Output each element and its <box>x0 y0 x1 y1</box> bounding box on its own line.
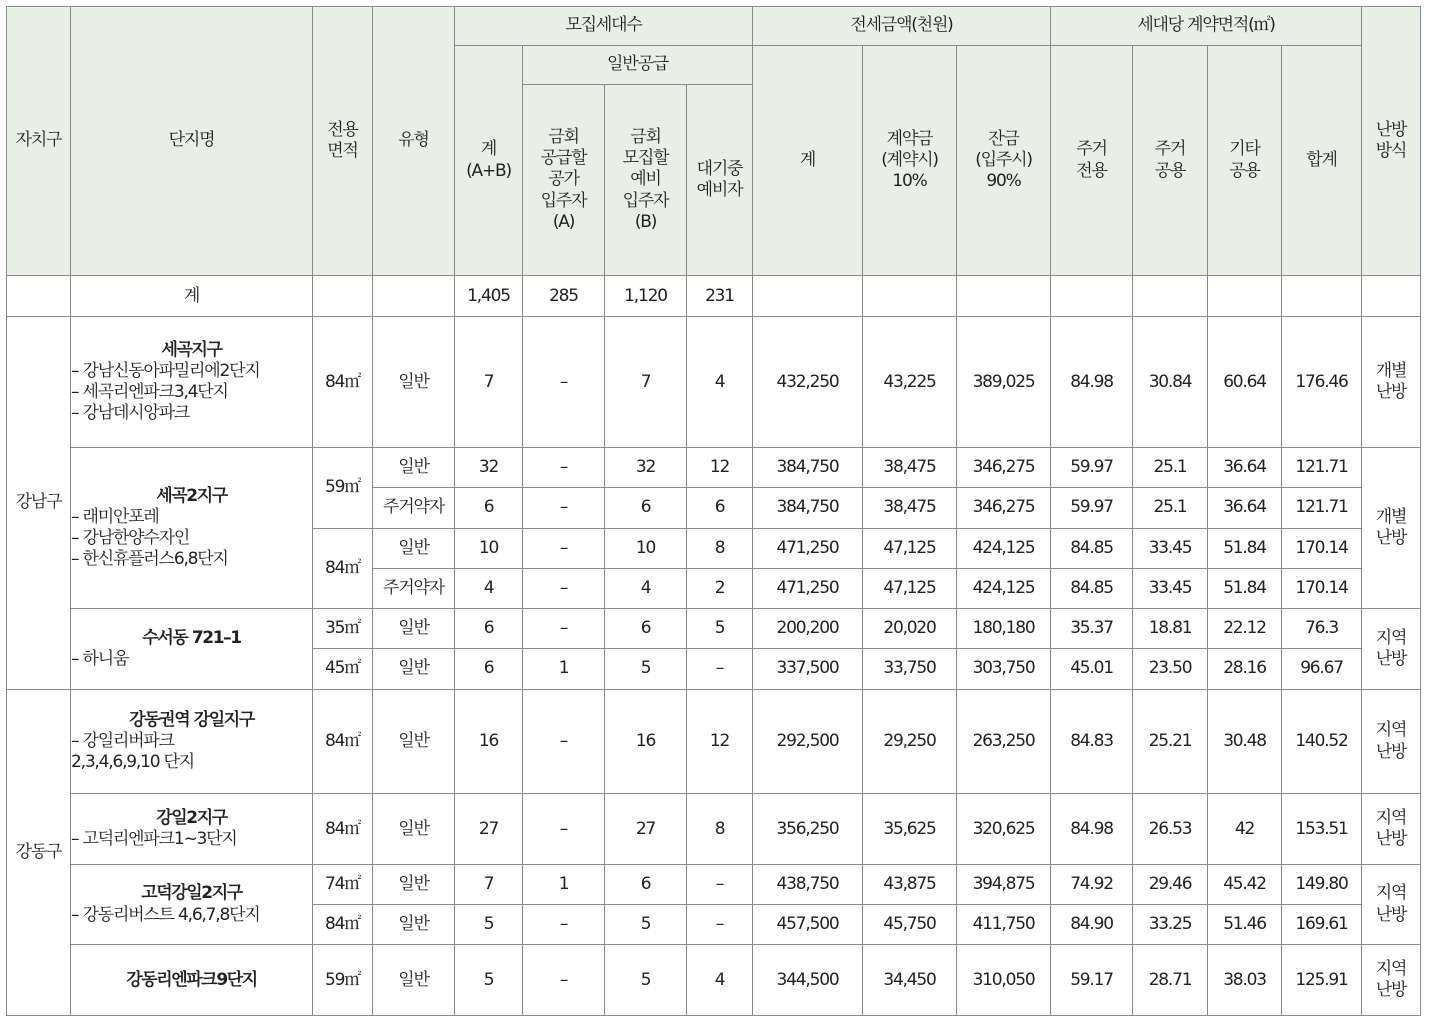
cell-area: 59㎡ <box>313 945 373 1016</box>
cell-other-common: 22.12 <box>1208 609 1282 649</box>
cell-waiting: 2 <box>687 568 753 608</box>
cell-waiting: 8 <box>687 794 753 864</box>
header-complex: 단지명 <box>71 7 313 276</box>
cell-reserve-b: 32 <box>605 448 687 488</box>
cell-res-exclusive: 35.37 <box>1051 609 1133 649</box>
cell-deposit: 337,500 <box>753 649 863 689</box>
total-empty-area <box>313 276 373 317</box>
district-gangdong: 강동구 <box>7 689 71 1015</box>
total-empty-c5 <box>1133 276 1208 317</box>
cell-area: 84㎡ <box>313 794 373 864</box>
cell-area: 59㎡ <box>313 448 373 529</box>
total-empty-c7 <box>1282 276 1362 317</box>
cell-res-common: 25.1 <box>1133 448 1208 488</box>
cell-deposit: 438,750 <box>753 864 863 904</box>
cell-reserve-b: 10 <box>605 528 687 568</box>
complex-godeok <box>71 864 313 945</box>
header-reserve-b: 금회 모집할 예비 입주자 (B) <box>605 85 687 276</box>
complex-subs: – 강일리버파크 2,3,4,6,9,10 단지 <box>71 730 194 773</box>
cell-res-common: 29.46 <box>1133 864 1208 904</box>
table-row <box>7 609 1421 649</box>
cell-heating: 개별 난방 <box>1362 317 1421 448</box>
cell-res-common: 18.81 <box>1133 609 1208 649</box>
cell-supply-a: – <box>523 317 605 448</box>
cell-balance: 394,875 <box>957 864 1051 904</box>
complex-segok <box>71 317 313 448</box>
cell-deposit: 471,250 <box>753 528 863 568</box>
cell-waiting: – <box>687 864 753 904</box>
complex-gangdongrien <box>71 945 313 1016</box>
cell-contract-fee: 20,020 <box>863 609 957 649</box>
header-recruit-total: 계 (A+B) <box>455 46 523 276</box>
cell-other-common: 36.64 <box>1208 488 1282 528</box>
cell-type: 일반 <box>373 794 455 864</box>
cell-other-common: 60.64 <box>1208 317 1282 448</box>
cell-heating: 개별 난방 <box>1362 448 1421 609</box>
header-waiting: 대기중 예비자 <box>687 85 753 276</box>
table-row <box>7 945 1421 1016</box>
header-contract-area: 세대당 계약면적(㎡) <box>1051 7 1362 46</box>
complex-subs: – 하니움 <box>71 648 129 669</box>
cell-waiting: 6 <box>687 488 753 528</box>
cell-area-sum: 170.14 <box>1282 528 1362 568</box>
cell-contract-fee: 35,625 <box>863 794 957 864</box>
cell-res-exclusive: 59.97 <box>1051 488 1133 528</box>
cell-type: 일반 <box>373 448 455 488</box>
table-row <box>7 689 1421 794</box>
complex-subs: – 고덕리엔파크1~3단지 <box>71 829 237 850</box>
cell-reserve-b: 5 <box>605 649 687 689</box>
header-other-common: 기타 공용 <box>1208 46 1282 276</box>
cell-recruit: 16 <box>455 689 523 794</box>
cell-type: 일반 <box>373 945 455 1016</box>
cell-res-exclusive: 59.97 <box>1051 448 1133 488</box>
cell-balance: 411,750 <box>957 905 1051 945</box>
cell-waiting: 4 <box>687 317 753 448</box>
cell-contract-fee: 29,250 <box>863 689 957 794</box>
cell-supply-a: – <box>523 488 605 528</box>
cell-area: 84㎡ <box>313 905 373 945</box>
cell-balance: 320,625 <box>957 794 1051 864</box>
cell-deposit: 457,500 <box>753 905 863 945</box>
complex-suseo <box>71 609 313 690</box>
complex-gangil2 <box>71 794 313 864</box>
cell-other-common: 38.03 <box>1208 945 1282 1016</box>
total-empty-c2 <box>863 276 957 317</box>
table-row-total <box>7 276 1421 317</box>
district-gangnam: 강남구 <box>7 317 71 689</box>
cell-supply-a: 1 <box>523 649 605 689</box>
complex-title: 세곡2지구 <box>156 485 227 506</box>
cell-recruit: 32 <box>455 448 523 488</box>
complex-title: 세곡지구 <box>161 339 222 360</box>
cell-supply-a: – <box>523 905 605 945</box>
cell-supply-a: – <box>523 794 605 864</box>
cell-balance: 389,025 <box>957 317 1051 448</box>
cell-area-sum: 140.52 <box>1282 689 1362 794</box>
cell-res-exclusive: 84.83 <box>1051 689 1133 794</box>
cell-balance: 346,275 <box>957 448 1051 488</box>
cell-other-common: 28.16 <box>1208 649 1282 689</box>
complex-title: 강일2지구 <box>156 807 227 828</box>
cell-reserve-b: 27 <box>605 794 687 864</box>
cell-recruit: 5 <box>455 945 523 1016</box>
cell-area-sum: 76.3 <box>1282 609 1362 649</box>
cell-recruit: 10 <box>455 528 523 568</box>
cell-contract-fee: 34,450 <box>863 945 957 1016</box>
cell-contract-fee: 43,225 <box>863 317 957 448</box>
cell-supply-a: – <box>523 448 605 488</box>
cell-type: 일반 <box>373 689 455 794</box>
cell-supply-a: 1 <box>523 864 605 904</box>
cell-other-common: 51.84 <box>1208 528 1282 568</box>
table-row <box>7 794 1421 864</box>
total-empty-c6 <box>1208 276 1282 317</box>
cell-waiting: 12 <box>687 689 753 794</box>
rental-supply-table <box>6 6 1421 1016</box>
cell-deposit: 384,750 <box>753 488 863 528</box>
cell-deposit: 344,500 <box>753 945 863 1016</box>
cell-res-common: 33.45 <box>1133 568 1208 608</box>
cell-res-common: 23.50 <box>1133 649 1208 689</box>
cell-heating: 지역 난방 <box>1362 864 1421 945</box>
complex-subs: – 강동리버스트 4,6,7,8단지 <box>71 904 260 925</box>
cell-heating: 지역 난방 <box>1362 945 1421 1016</box>
cell-recruit: 5 <box>455 905 523 945</box>
cell-balance: 180,180 <box>957 609 1051 649</box>
total-empty-c1 <box>753 276 863 317</box>
cell-area-sum: 149.80 <box>1282 864 1362 904</box>
cell-waiting: 12 <box>687 448 753 488</box>
cell-reserve-b: 6 <box>605 488 687 528</box>
complex-subs: – 래미안포레 – 강남한양수자인 – 한신휴플러스6,8단지 <box>71 506 228 570</box>
cell-balance: 424,125 <box>957 568 1051 608</box>
total-reserve-b: 1,120 <box>605 276 687 317</box>
cell-contract-fee: 47,125 <box>863 568 957 608</box>
header-heating: 난방 방식 <box>1362 7 1421 276</box>
cell-res-exclusive: 84.90 <box>1051 905 1133 945</box>
cell-area-sum: 176.46 <box>1282 317 1362 448</box>
complex-segok2 <box>71 448 313 609</box>
cell-res-common: 25.1 <box>1133 488 1208 528</box>
complex-title: 고덕강일2지구 <box>141 883 242 904</box>
header-type: 유형 <box>373 7 455 276</box>
total-supply-a: 285 <box>523 276 605 317</box>
cell-other-common: 42 <box>1208 794 1282 864</box>
table-row <box>7 317 1421 448</box>
cell-heating: 지역 난방 <box>1362 794 1421 864</box>
cell-res-common: 30.84 <box>1133 317 1208 448</box>
cell-area-sum: 121.71 <box>1282 488 1362 528</box>
cell-supply-a: – <box>523 609 605 649</box>
header-res-common: 주거 공용 <box>1133 46 1208 276</box>
cell-deposit: 356,250 <box>753 794 863 864</box>
cell-type: 일반 <box>373 317 455 448</box>
cell-other-common: 30.48 <box>1208 689 1282 794</box>
complex-gangil <box>71 689 313 794</box>
total-empty-district <box>7 276 71 317</box>
cell-area-sum: 121.71 <box>1282 448 1362 488</box>
cell-contract-fee: 47,125 <box>863 528 957 568</box>
cell-res-common: 28.71 <box>1133 945 1208 1016</box>
total-waiting: 231 <box>687 276 753 317</box>
cell-other-common: 36.64 <box>1208 448 1282 488</box>
complex-title: 수서동 721–1 <box>142 627 241 648</box>
header-area-sum: 합계 <box>1282 46 1362 276</box>
cell-balance: 346,275 <box>957 488 1051 528</box>
cell-waiting: – <box>687 905 753 945</box>
cell-contract-fee: 45,750 <box>863 905 957 945</box>
total-recruit: 1,405 <box>455 276 523 317</box>
header-recruit: 모집세대수 <box>455 7 753 46</box>
cell-contract-fee: 43,875 <box>863 864 957 904</box>
cell-contract-fee: 33,750 <box>863 649 957 689</box>
cell-other-common: 45.42 <box>1208 864 1282 904</box>
cell-area-sum: 170.14 <box>1282 568 1362 608</box>
cell-deposit: 432,250 <box>753 317 863 448</box>
cell-reserve-b: 4 <box>605 568 687 608</box>
cell-area: 35㎡ <box>313 609 373 649</box>
cell-deposit: 384,750 <box>753 448 863 488</box>
cell-recruit: 7 <box>455 317 523 448</box>
header-general-supply: 일반공급 <box>523 46 753 85</box>
cell-res-common: 25.21 <box>1133 689 1208 794</box>
header-deposit-total: 계 <box>753 46 863 276</box>
cell-res-common: 26.53 <box>1133 794 1208 864</box>
cell-supply-a: – <box>523 689 605 794</box>
cell-supply-a: – <box>523 528 605 568</box>
cell-type: 일반 <box>373 864 455 904</box>
cell-reserve-b: 6 <box>605 864 687 904</box>
cell-type: 일반 <box>373 609 455 649</box>
cell-waiting: 5 <box>687 609 753 649</box>
cell-deposit: 200,200 <box>753 609 863 649</box>
cell-recruit: 4 <box>455 568 523 608</box>
cell-balance: 303,750 <box>957 649 1051 689</box>
cell-res-common: 33.45 <box>1133 528 1208 568</box>
complex-title: 강동권역 강일지구 <box>129 709 254 730</box>
cell-type: 일반 <box>373 905 455 945</box>
cell-area-sum: 125.91 <box>1282 945 1362 1016</box>
cell-area: 84㎡ <box>313 689 373 794</box>
cell-res-exclusive: 84.98 <box>1051 317 1133 448</box>
cell-recruit: 27 <box>455 794 523 864</box>
table-row <box>7 448 1421 488</box>
complex-subs: – 강남신동아파밀리에2단지 – 세곡리엔파크3,4단지 – 강남데시앙파크 <box>71 360 260 424</box>
header-district: 자치구 <box>7 7 71 276</box>
cell-balance: 310,050 <box>957 945 1051 1016</box>
cell-res-exclusive: 84.85 <box>1051 568 1133 608</box>
cell-area-sum: 153.51 <box>1282 794 1362 864</box>
cell-waiting: – <box>687 649 753 689</box>
cell-deposit: 292,500 <box>753 689 863 794</box>
cell-reserve-b: 16 <box>605 689 687 794</box>
total-empty-c3 <box>957 276 1051 317</box>
cell-reserve-b: 6 <box>605 609 687 649</box>
cell-area-sum: 169.61 <box>1282 905 1362 945</box>
cell-reserve-b: 5 <box>605 905 687 945</box>
cell-contract-fee: 38,475 <box>863 488 957 528</box>
cell-reserve-b: 5 <box>605 945 687 1016</box>
cell-other-common: 51.84 <box>1208 568 1282 608</box>
header-supply-a: 금회 공급할 공가 입주자 (A) <box>523 85 605 276</box>
cell-area-sum: 96.67 <box>1282 649 1362 689</box>
cell-balance: 424,125 <box>957 528 1051 568</box>
cell-recruit: 6 <box>455 488 523 528</box>
cell-waiting: 8 <box>687 528 753 568</box>
header-contract-fee: 계약금 (계약시) 10% <box>863 46 957 276</box>
cell-waiting: 4 <box>687 945 753 1016</box>
cell-res-common: 33.25 <box>1133 905 1208 945</box>
cell-res-exclusive: 84.85 <box>1051 528 1133 568</box>
cell-area: 45㎡ <box>313 649 373 689</box>
cell-type: 일반 <box>373 649 455 689</box>
cell-heating: 지역 난방 <box>1362 609 1421 690</box>
cell-heating: 지역 난방 <box>1362 689 1421 794</box>
cell-res-exclusive: 74.92 <box>1051 864 1133 904</box>
cell-recruit: 6 <box>455 649 523 689</box>
cell-deposit: 471,250 <box>753 568 863 608</box>
total-label: 계 <box>71 276 313 317</box>
cell-type: 주거약자 <box>373 568 455 608</box>
cell-res-exclusive: 84.98 <box>1051 794 1133 864</box>
cell-balance: 263,250 <box>957 689 1051 794</box>
total-empty-type <box>373 276 455 317</box>
cell-res-exclusive: 45.01 <box>1051 649 1133 689</box>
cell-other-common: 51.46 <box>1208 905 1282 945</box>
cell-supply-a: – <box>523 568 605 608</box>
cell-recruit: 6 <box>455 609 523 649</box>
cell-area: 74㎡ <box>313 864 373 904</box>
total-empty-c8 <box>1362 276 1421 317</box>
table-row <box>7 864 1421 904</box>
cell-area: 84㎡ <box>313 528 373 609</box>
complex-title: 강동리엔파크9단지 <box>126 969 257 990</box>
total-empty-c4 <box>1051 276 1133 317</box>
header-balance: 잔금 (입주시) 90% <box>957 46 1051 276</box>
cell-contract-fee: 38,475 <box>863 448 957 488</box>
header-res-exclusive: 주거 전용 <box>1051 46 1133 276</box>
cell-res-exclusive: 59.17 <box>1051 945 1133 1016</box>
cell-area: 84㎡ <box>313 317 373 448</box>
cell-reserve-b: 7 <box>605 317 687 448</box>
cell-supply-a: – <box>523 945 605 1016</box>
cell-type: 일반 <box>373 528 455 568</box>
header-area: 전용 면적 <box>313 7 373 276</box>
cell-recruit: 7 <box>455 864 523 904</box>
cell-type: 주거약자 <box>373 488 455 528</box>
header-deposit: 전세금액(천원) <box>753 7 1051 46</box>
